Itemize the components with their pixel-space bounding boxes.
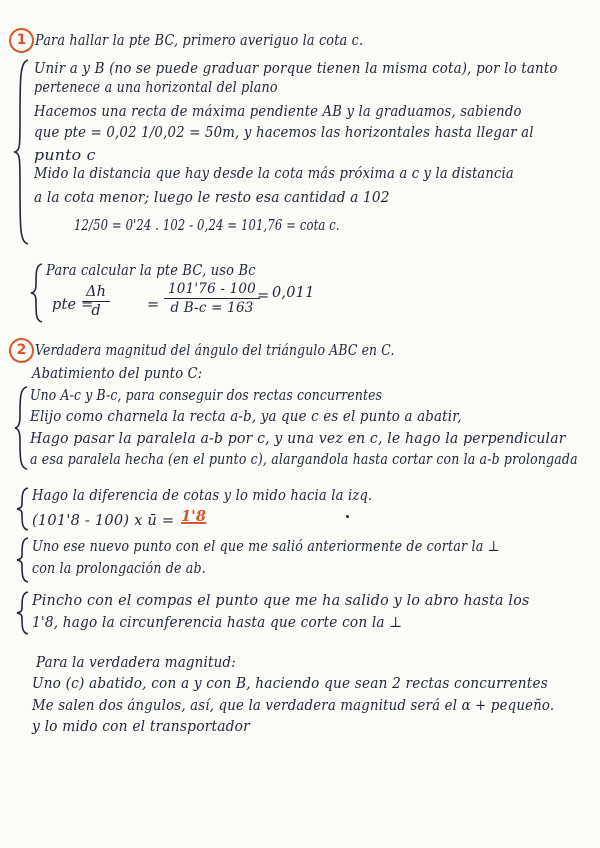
s1-line-6: Mido la distancia que hay desde la cota más próxima a c y la distancia (34, 166, 514, 182)
s2-join-line-1: Uno ese nuevo punto con el que me salió anteriormente de cortar la ⊥ (32, 539, 500, 555)
section-2-heading: Verdadera magnitud del ángulo del triángulo ABC en C. (35, 343, 395, 359)
brace-icon (28, 262, 46, 324)
s2-line-4: a esa paralela hecha (en el punto c), alargandola hasta cortar con la a-b prolongada (30, 452, 578, 468)
brace-icon (14, 536, 32, 584)
brace-icon (14, 590, 32, 636)
s2-diff-line: Hago la diferencia de cotas y lo mido hacia la izq. (32, 488, 373, 504)
formula-fraction-1 (82, 283, 110, 320)
section-1-number: 1 (9, 28, 34, 53)
formula-num-2: 101'76 - 100 (164, 280, 260, 299)
vm-line-1: Uno (c) abatido, con a y con B, haciendo que sean 2 rectas concurrentes (32, 676, 548, 692)
vm-heading: Para la verdadera magnitud: (36, 655, 236, 671)
vm-line-3: y lo mido con el transportador (32, 719, 250, 735)
s1-line-1: Unir a y B (no se puede graduar porque tienen la misma cota), por lo tanto (34, 61, 558, 77)
s2-diff-formula: (101'8 - 100) x ū = (32, 513, 175, 529)
formula-den-2: d B-c = 163 (170, 300, 254, 316)
s2-compass-line-1: Pincho con el compas el punto que me ha salido y lo abro hasta los (32, 593, 530, 609)
s1-calc-intro: Para calcular la pte BC, uso Bc (46, 263, 256, 279)
formula-num-1: Δh (82, 283, 110, 302)
brace-icon (14, 486, 32, 532)
s1-line-2: pertenece a una horizontal del plano (34, 80, 278, 96)
s2-join-line-2: con la prolongación de ab. (32, 561, 206, 577)
section-1-heading: Para hallar la pte BC, primero averiguo la cota c. (35, 33, 364, 49)
formula-eq-1: = (147, 297, 160, 313)
s2-line-1: Uno A-c y B-c, para conseguir dos rectas concurrentes (30, 388, 383, 404)
vm-line-2: Me salen dos ángulos, así, que la verdadera magnitud será el α + pequeño. (32, 698, 555, 714)
section-2-number: 2 (9, 338, 34, 363)
s1-line-7: a la cota menor; luego le resto esa cantidad a 102 (34, 190, 390, 206)
section-2-subheading: Abatimiento del punto C: (32, 366, 203, 382)
s2-compass-line-2: 1'8, hago la circunferencia hasta que corte con la ⊥ (32, 615, 403, 631)
s1-line-5: punto c (34, 148, 96, 164)
formula-result: 0,011 (272, 285, 315, 301)
s2-line-3: Hago pasar la paralela a-b por c, y una vez en c, le hago la perpendicular (30, 431, 566, 447)
brace-icon (12, 385, 32, 471)
s2-diff-result: 1'8 (181, 508, 207, 525)
dot-mark (346, 515, 349, 518)
s2-line-2: Elijo como charnela la recta a-b, ya que c es el punto a abatir, (30, 409, 462, 425)
brace-icon (12, 58, 32, 246)
s1-line-3: Hacemos una recta de máxima pendiente AB y la graduamos, sabiendo (34, 104, 522, 120)
s1-line-4: que pte = 0,02 1/0,02 = 50m, y hacemos las horizontales hasta llegar al (34, 125, 534, 141)
formula-lhs: pte = (52, 297, 94, 313)
formula-fraction-2 (164, 280, 260, 317)
s1-line-8: 12/50 = 0'24 . 102 - 0,24 = 101,76 = cota c. (74, 218, 340, 234)
formula-den-1: d (91, 303, 101, 319)
formula-eq-2: = (257, 288, 270, 304)
